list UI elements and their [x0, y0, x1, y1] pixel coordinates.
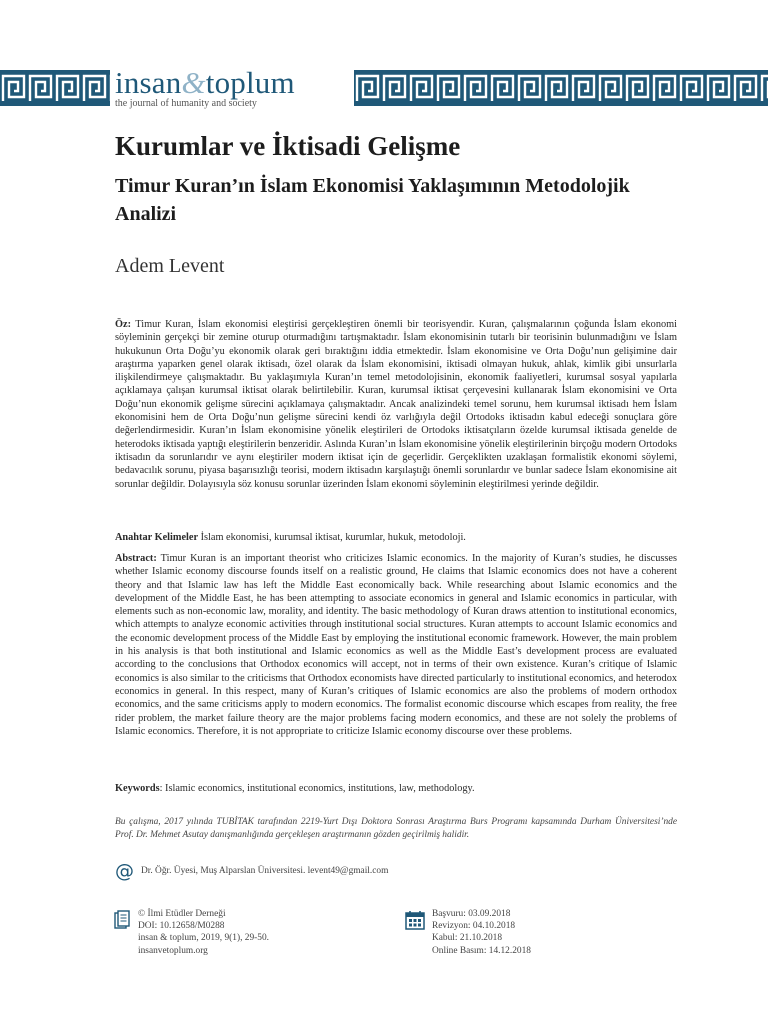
greek-key-band-right — [354, 70, 768, 106]
keywords-turkish-label: Anahtar Kelimeler — [115, 532, 199, 543]
website-line: insanvetoplum.org — [138, 945, 208, 956]
keywords-english-label: Keywords — [115, 783, 160, 794]
at-icon: @ — [115, 860, 134, 882]
logo-word-toplum: toplum — [205, 65, 295, 100]
abstract-turkish — [115, 318, 677, 491]
abstract-turkish-label: Öz: — [115, 319, 132, 330]
keywords-turkish — [115, 531, 677, 544]
doi-line: DOI: 10.12658/M0288 — [138, 921, 225, 932]
document-icon — [114, 910, 130, 935]
article-subtitle: Timur Kuran’ın İslam Ekonomisi Yaklaşımının Metodolojik Analizi — [115, 175, 630, 225]
journal-logo — [115, 66, 355, 109]
abstract-turkish-text: Timur Kuran, İslam ekonomisi eleştirisi gerçekleştiren önemli bir teorisyendir. Kuran, çalışmalarının çoğunda İslam ekonomi söyleminin gerçekçi bir zemine oturup oturmadığını tartışmaktadır. İslam ekonomisinin tutarlı bir teorisinin bulunmadığını ve İslam hukukunun Orta Doğu’yu ekonomik olarak geri bıraktığını iddia etmektedir. İslam ekonomisine ve Orta Doğu’nun gelişimine dair araştırma yaparken genel olarak iktisadı, özel olarak da İslam ekonomisini, iktisadi olmayan hukuk, ahlak, kimlik gibi unsurlarla ilişkilendirmeye çalışmaktadır. Bu yaklaşımıyla Kuran’ın temel metodolojisinin, ekonomik faaliyetleri, kurumsal sosyal yapılarla açıklamaya çalışan kurumsal iktisat olarak belirtilebilir. Kuran, kurumsal iktisat çerçevesini kullanarak İslam ekonomisini ve Orta Doğu’nun ekonomik gelişme sürecini açıklamaya çalışmaktadır. Ancak analizindeki temel sorunu, hem kurumsal iktisadı hem İslam ekonomisini hem de Orta Doğu’nun gelişme sürecini kendi öz varlığıyla değil Ortodoks iktisadın kabul edeceği sonuçlara göre değerlendirmesidir. Kuran’ın İslam ekonomisine yönelik eleştirileri de Ortodoks iktisatçıların özelde kurumsal iktisada genelde de heterodoks iktisada yaptığı eleştirilerin benzeridir. Aslında Kuran’ın İslam ekonomisine yönelik eleştirilerinin birçoğu modern Ortodoks iktisadın da sorunlarıdır ve aynı eleştiriler modern iktisat için de geçerlidir. Gerçeklikten uzaklaşan formalistik ekonomi söylemi, bedavacılık sorunu, piyasa başarısızlığı teorisi, modern iktisadın karşılaştığı önemli sorunlardır ve bunlar sadece İslam ekonomisine ait sorunlar değildir. Dolayısıyla söz konusu sorunlar üzerinden İslam ekonomi söyleminin eleştirilmesi yerinde değildir. — [115, 319, 677, 490]
affiliation-text: Dr. Öğr. Üyesi, Muş Alparslan Üniversitesi. levent49@gmail.com — [141, 866, 389, 876]
keywords-english-text: : Islamic economics, institutional economics, institutions, law, methodology. — [159, 783, 475, 794]
copyright-line: © İlmi Etüdler Derneği — [138, 909, 226, 919]
abstract-english-label: Abstract: — [115, 553, 157, 564]
submission-dates — [432, 908, 531, 957]
funding-note: Bu çalışma, 2017 yılında TUBİTAK tarafından 2219-Yurt Dışı Doktora Sonrası Araştırma Burs Programı kapsamında Durham Üniversitesi’nde Prof. Dr. Mehmet Asutay danışmanlığında gerçekleşen araştırmanın gözden geçirilmiş halidir. — [115, 817, 677, 840]
logo-tagline: the journal of humanity and society — [115, 98, 257, 109]
greek-key-pattern-left — [0, 70, 110, 106]
date-accepted: Kabul: 21.10.2018 — [432, 933, 503, 944]
date-submitted: Başvuru: 03.09.2018 — [432, 909, 511, 919]
citation-line: insan & toplum, 2019, 9(1), 29-50. — [138, 933, 269, 944]
greek-key-pattern-right — [354, 70, 768, 106]
author-affiliation — [115, 861, 388, 881]
publication-info — [138, 908, 269, 957]
greek-key-band-left — [0, 70, 110, 106]
logo-ampersand: & — [181, 65, 206, 100]
keywords-english — [115, 782, 677, 795]
article-title: Kurumlar ve İktisadi Gelişme — [115, 131, 461, 161]
calendar-icon — [405, 910, 425, 935]
logo-word-insan: insan — [115, 65, 182, 100]
keywords-turkish-text: İslam ekonomisi, kurumsal iktisat, kurumlar, hukuk, metodoloji. — [200, 532, 466, 543]
date-revised: Revizyon: 04.10.2018 — [432, 921, 516, 932]
logo-wordmark — [115, 66, 355, 100]
abstract-english — [115, 552, 677, 738]
abstract-english-text: Timur Kuran is an important theorist who criticizes Islamic economics. In the majority of Kuran’s studies, he discusses whether Islamic economy discourse founds itself on a realistic ground, He claims that Islamic economics does not have a coherent theory and that Islamic law has left the Middle East economically back. While researching about Islamic economics and the development of the Middle East, he has been attempting to associate economics in general and Islamic economics in particular, with elements such as non-economic law, morality, and identity. The basic methodology of Kuran draws attention to institutional economics, which attempts to analyze economic activities through institutional social structures. Kuran attempts to account Islamic economics and the economic development process of the Middle East by employing the institutional economic framework. However, the main problem in his analysis is that both institutional and Islamic economics as well as the Middle East’s development process are evaluated according to the conclusions that Orthodox economics will accept, not in terms of their own existence. Kuran’s critique of Islamic economics is also similar to the criticisms that Orthodox economists have directed particularly to institutional economics, and heterodox economics in general. In this respect, many of Kuran’s critiques of Islamic economics are also the problems of modern orthodox economics, and the same criticisms apply to modern economics. The formalist economic discourse which escapes from reality, the free rider problem, the market failure theory are the major problems facing modern economics, and these are not solely the problems of Islamic economics. Therefore, it is not appropriate to criticize Islamic economy discourse over these problems. — [115, 553, 677, 737]
date-online: Online Basım: 14.12.2018 — [432, 945, 531, 956]
author-name: Adem Levent — [115, 255, 225, 277]
